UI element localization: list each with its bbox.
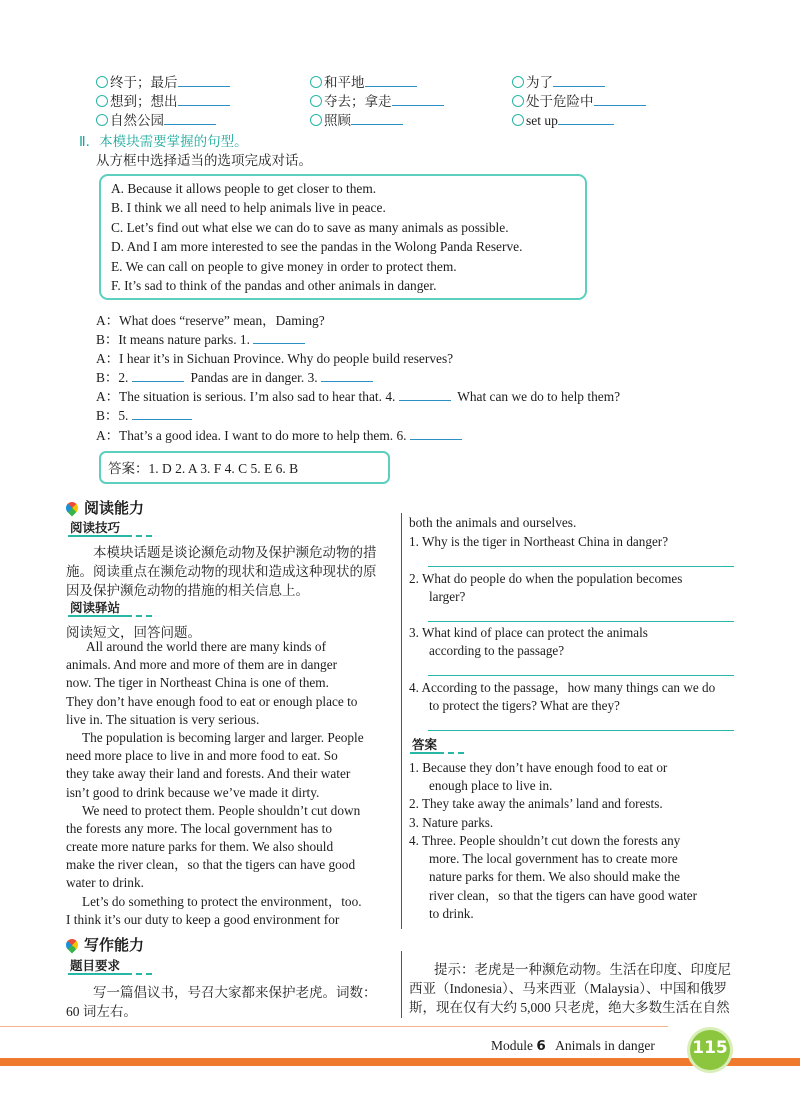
option-f: F. It’s sad to think of the pandas and other animals in danger. — [111, 278, 437, 293]
question-1: 1. Why is the tiger in Northeast China in danger? — [409, 534, 669, 549]
question-3: 3. What kind of place can protect the animals according to the passage? — [409, 625, 648, 659]
answer-blank — [132, 406, 192, 420]
tag-dash — [136, 535, 142, 537]
dialogue-line: A：The situation is serious. I’m also sad to hear that. 4. What can we do to help them? — [96, 389, 621, 404]
option-b: B. I think we all need to help animals live in peace. — [111, 200, 386, 215]
tag-answer: 答案 — [412, 737, 438, 752]
tag-reading-tips: 阅读技巧 — [70, 520, 121, 535]
answer-blank — [594, 92, 646, 106]
vocab-item: 为了 — [512, 73, 605, 91]
map-pin-icon — [64, 937, 81, 954]
section-title-reading: 阅读能力 — [64, 497, 144, 518]
answer-blank — [164, 111, 216, 125]
option-c: C. Let’s find out what else we can do to save as many animals as possible. — [111, 219, 509, 235]
tag-requirements: 题目要求 — [70, 958, 121, 973]
section-heading: Ⅱ．本模块需要掌握的句型。 — [79, 134, 248, 150]
tag-reading-station: 阅读驿站 — [70, 600, 121, 615]
writing-requirement: 写一篇倡议书，号召大家都来保护老虎。词数： — [93, 985, 377, 1000]
reading-passage: All around the world there are many kinds of animals. And more and more of them are in danger now. The tiger in Northeast China is one of them. They don’t have enough food to eat or enough place to live in. The situation is very serious. The population is becoming larger and larger. People need more place to live in and more food to eat. So they take away their land and forests. And their water isn’t good to drink because we’ve made it dirty. We need to protect them. People shouldn’t cut down the forests any more. The local government has to create more nature parks for them. We also should make the river clean，so that the tigers can have good water to drink. Let’s do something to protect the environment，too. I think it’s our duty to keep a good environment for — [66, 639, 364, 927]
circle-bullet-icon — [310, 76, 322, 88]
answer-blank — [351, 111, 403, 125]
answer-2: 2. They take away the animals’ land and forests. — [409, 796, 663, 811]
vocab-item: set up — [512, 111, 614, 129]
answer-blank — [553, 73, 605, 87]
vocab-item: 和平地 — [310, 73, 417, 91]
footer-bar — [0, 1058, 800, 1066]
vocab-item: 照顾 — [310, 111, 403, 129]
answer-line — [428, 566, 734, 567]
answer-blank — [132, 368, 184, 382]
vocab-item: 处于危险中 — [512, 92, 646, 110]
page-number: 115 — [692, 1038, 728, 1058]
circle-bullet-icon — [512, 76, 524, 88]
tag-dash — [136, 615, 142, 617]
answer-blank — [399, 387, 451, 401]
question-2: 2. What do people do when the population becomes larger? — [409, 571, 683, 605]
circle-bullet-icon — [310, 114, 322, 126]
circle-bullet-icon — [512, 95, 524, 107]
writing-hint: 西亚（Indonesia）、马来西亚（Malaysia）、中国和俄罗 — [409, 981, 727, 996]
tag-underline — [68, 535, 132, 537]
circle-bullet-icon — [512, 114, 524, 126]
tag-underline — [68, 973, 132, 975]
option-e: E. We can call on people to give money in order to protect them. — [111, 258, 457, 274]
section-instruction: 从方框中选择适当的选项完成对话。 — [96, 153, 312, 168]
dialogue-line: B：5. — [96, 405, 192, 424]
answer-line — [428, 621, 734, 622]
writing-requirement: 60 词左右。 — [66, 1004, 137, 1019]
writing-hint: 斯，现在仅有大约 5,000 只老虎，绝大多数生活在自然 — [409, 1000, 730, 1015]
tag-dash — [448, 752, 454, 754]
tag-dash — [136, 973, 142, 975]
answer-line — [428, 730, 734, 731]
answer-blank — [558, 111, 614, 125]
dialogue-line: A：What does “reserve” mean，Daming? — [96, 313, 325, 328]
circle-bullet-icon — [96, 95, 108, 107]
dialogue-line: B：2. Pandas are in danger. 3. — [96, 367, 373, 386]
vocab-item: 想到；想出 — [96, 92, 230, 110]
writing-hint: 提示：老虎是一种濒危动物。生活在印度、印度尼 — [434, 962, 731, 977]
answer-key: 答案：1. D 2. A 3. F 4. C 5. E 6. B — [108, 461, 299, 476]
tag-underline — [410, 752, 444, 754]
map-pin-icon — [64, 500, 81, 517]
answer-line — [428, 675, 734, 676]
tag-dash — [146, 535, 152, 537]
answer-blank — [365, 73, 417, 87]
vocab-item: 自然公园 — [96, 111, 216, 129]
footer-module: Module 6 Animals in danger — [491, 1038, 655, 1054]
vocab-item: 终于；最后 — [96, 73, 230, 91]
dialogue-line: A：I hear it’s in Sichuan Province. Why do people build reserves? — [96, 351, 454, 366]
option-d: D. And I am more interested to see the pandas in the Wolong Panda Reserve. — [111, 239, 523, 254]
dialogue-line: A：That’s a good idea. I want to do more to help them. 6. — [96, 425, 462, 444]
answer-1: 1. Because they don’t have enough food to eat or enough place to live in. — [409, 760, 668, 794]
circle-bullet-icon — [96, 114, 108, 126]
circle-bullet-icon — [310, 95, 322, 107]
dialogue-line: B：It means nature parks. 1. — [96, 329, 305, 348]
tag-dash — [458, 752, 464, 754]
question-4: 4. According to the passage，how many things can we do to protect the tigers? What are they? — [409, 680, 716, 714]
tip-text: 施。阅读重点在濒危动物的现状和造成这种现状的原 — [66, 564, 377, 579]
tip-text: 因及保护濒危动物的措施的相关信息上。 — [66, 583, 309, 598]
circle-bullet-icon — [96, 76, 108, 88]
column-divider — [401, 513, 402, 929]
option-a: A. Because it allows people to get closer to them. — [111, 181, 377, 196]
column-divider — [401, 951, 402, 1018]
answer-blank — [392, 92, 444, 106]
answer-3: 3. Nature parks. — [409, 815, 494, 830]
answer-blank — [253, 330, 305, 344]
answer-4: 4. Three. People shouldn’t cut down the forests any more. The local government has to create more nature parks for them. We also should make the river clean，so that the tigers can have good water to drink. — [409, 833, 698, 921]
answer-blank — [178, 73, 230, 87]
answer-blank — [178, 92, 230, 106]
footer-rule — [0, 1026, 668, 1027]
vocab-item: 夺去；拿走 — [310, 92, 444, 110]
answer-blank — [321, 368, 373, 382]
section-title-writing: 写作能力 — [64, 934, 144, 955]
tag-dash — [146, 973, 152, 975]
tag-underline — [68, 615, 132, 617]
tip-text: 本模块话题是谈论濒危动物及保护濒危动物的措 — [93, 545, 377, 560]
tag-dash — [146, 615, 152, 617]
passage-continuation: both the animals and ourselves. — [409, 515, 577, 530]
reading-instruction: 阅读短文，回答问题。 — [66, 625, 201, 640]
answer-blank — [410, 426, 462, 440]
